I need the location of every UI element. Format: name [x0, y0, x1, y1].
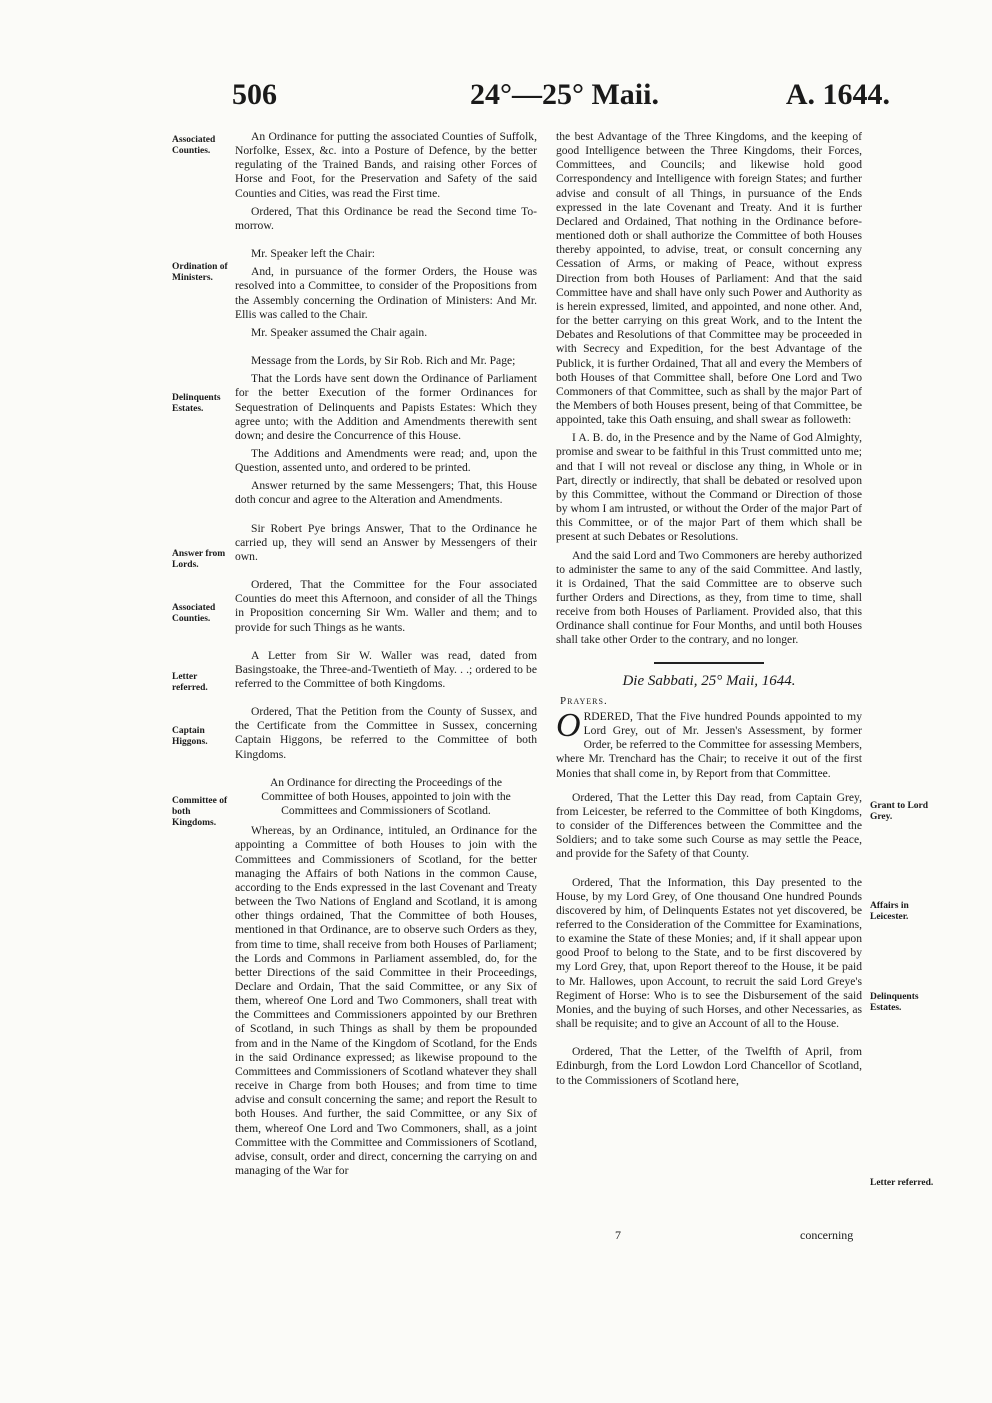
catchword: concerning [800, 1228, 854, 1242]
margin-note: Letter referred. [870, 1178, 934, 1188]
paragraph [556, 706, 862, 781]
right-column [556, 130, 862, 1092]
prayers-heading: Prayers. [560, 694, 608, 707]
paragraph: Ordered, That the Petition from the County of Sussex, and the Certificate from the Committee in Sussex, concerning Captain Higgons, be referred to the Committee of both Kingdoms. [235, 705, 537, 761]
paragraph: And, in pursuance of the former Orders, the House was resolved into a Committee, to consider of the Propositions from the Assembly concerning the Ordination of Ministers: And Mr. Ellis was called to the Chair. [235, 265, 537, 321]
day-heading: Die Sabbati, 25° Maii, 1644. [622, 672, 796, 689]
margin-note: Affairs in Leicester. [870, 901, 909, 922]
paragraph: An Ordinance for putting the associated Counties of Suffolk, Norfolke, Essex, &c. into a Posture of Defence, by the better regulating of the Trained Bands, and raising other Forces of Horse and Foot, for the Preservation and Safety of the said Counties and Cities, was read the First time. [235, 130, 537, 200]
paragraph: the best Advantage of the Three Kingdoms, and the keeping of good Intelligence between the Three Kingdoms, their Forces, Committees, and Councils; and likewise hold good Correspondency and Intelligence with foreign States; and further advise and consult of all Things, in pursuance of the Ends expressed in the late Covenant and Treaty. And it is further Declared and Ordained, That nothing in the Ordinance before-mentioned doth or shall authorize the Committee of both Houses thereby appointed, to advise, treat, or consult concerning any Cessation of Arms, or making of Peace, without express Direction from both Houses of Parliament: And that the said Committee have and shall have only such Power and Authority as is herein expressed, limited, and appointed, and none other. And, for the better carrying on this great Work, and to the Intent the Debates and Resolutions of that Committee may be proceeded in with Secrecy and Expedition, for the best Advantage of the Publick, it is further Ordained, That all and every the Members of both Houses of that Committee shall, before One Lord and Two Commoners of that Committee, such as shall by the major Part of the Members of both Houses present, being of that Committee, be appointed, take this Oath ensuing, and shall swear as followeth: [556, 130, 862, 427]
left-column [235, 130, 537, 1182]
paragraph: Ordered, That the Committee for the Four associated Counties do meet this Afternoon, and consider of all the Things in Proposition concerning Sir Wm. Waller and them; and to provide for such Things as he wants. [235, 578, 537, 634]
margin-note: Answer from Lords. [172, 549, 226, 570]
paragraph: Mr. Speaker left the Chair: [251, 247, 375, 261]
paragraph: Whereas, by an Ordinance, intituled, an Ordinance for the appointing a Committee of both Houses to join with the Committees and Commissioners of Scotland, for the better managing the Affairs of both Nations in the common Cause, according to the Ends expressed in the last Covenant and Treaty between the Two Nations of England and Scotland, it is among other things ordained, That the Committee of both Houses, mentioned in that Ordinance, are to observe such Orders as they, from time to time, shall receive from both Houses of Parliament; the Lords and Commons in Parliament assembled, do, for the better Directions of the said Committee in their Proceedings, Declare and Ordain, That the said Committee, or any Six of them, whereof One Lord and Two Commoners, shall treat with the Committees and Commissioners appointed by our Brethren of Scotland, in such Things as shall by them be propounded from and in the Name of the Kingdom of Scotland, for the Ends in the said Ordinance expressed; as likewise propound to the Committees and Commissioners of Scotland whatever they shall receive in Charge from both Houses; and from time to time advise and consult concerning the same; and report the Result to both Houses. And further, the said Committee, or any Six of them, whereof One Lord and Two Commoners, shall, as a joint Committee with the Committee and Commissioners of Scotland, advise, consult, order and direct, concerning the carrying on and managing of the War for [235, 824, 537, 1177]
header-year: A. 1644. [785, 78, 890, 111]
paragraph-text: RDERED, That the Five hundred Pounds appointed to my Lord Grey, out of Mr. Jessen's Assessment, by former Order, be referred to the Committee for assessing Members, where Mr. Trenchard has the Chair; to receive it out of the first Monies that shall come in, by Report from that Committee. [556, 709, 862, 780]
margin-note: Ordination of Ministers. [172, 262, 228, 283]
margin-note: Committee of both Kingdoms. [172, 796, 228, 828]
oath-paragraph: I A. B. do, in the Presence and by the Name of God Almighty, promise and swear to be faithful in this Trust committed unto me; and that I will not reveal or disclose any thing, in Whole or in Part, directly or indirectly, that shall be debated or resolved upon by this Committee, without the Command or Direction of those by whom I am intrusted, or without the Order of the major Part of this Committee, or of the major Part of them which shall be present at such Debates or Resolutions. [556, 431, 862, 544]
margin-note: Delinquents Estates. [172, 393, 221, 414]
paragraph: Ordered, That this Ordinance be read the Second time To-morrow. [235, 204, 537, 232]
paragraph: Mr. Speaker assumed the Chair again. [251, 325, 428, 339]
section-rule [654, 662, 764, 664]
margin-note: Letter referred. [172, 672, 208, 693]
paragraph: And the said Lord and Two Commoners are hereby authorized to administer the same to any of the said Committee. And lastly, it is Ordained, That the said Committee are to observe such further Orders and Directions, as they, from time to time, shall receive from both Houses of Parliament. Provided also, that this Ordinance shall continue for Four Months, and until both Houses shall take other Order to the contrary, and no longer. [556, 548, 862, 647]
paragraph: The Additions and Amendments were read; and, upon the Question, assented unto, and ordered to be printed. [235, 446, 537, 475]
margin-note: Delinquents Estates. [870, 992, 919, 1013]
margin-note: Captain Higgons. [172, 726, 208, 747]
paragraph: That the Lords have sent down the Ordinance of Parliament for the better Execution of the former Ordinances for Sequestration of Delinquents and Papists Estates: Which they agree unto; with the Addition and Amendments therewith sent down; and desire the Concurrence of this House. [235, 372, 537, 442]
margin-note: Associated Counties. [172, 603, 216, 624]
page-number: 506 [232, 78, 277, 111]
signature-mark: 7 [615, 1228, 621, 1242]
drop-cap: O [556, 706, 581, 744]
margin-note: Associated Counties. [172, 135, 216, 156]
paragraph: Answer returned by the same Messengers; That, this House doth concur and agree to the Alteration and Amendments. [235, 479, 537, 507]
header-date: 24°—25° Maii. [470, 78, 659, 111]
paragraph: Ordered, That the Letter, of the Twelfth of April, from Edinburgh, from the Lord Lowdon Lord Chancellor of Scotland, to the Commissioners of Scotland here, [556, 1045, 862, 1087]
paragraph: A Letter from Sir W. Waller was read, dated from Basingstoake, the Three-and-Twentieth of May. . .; ordered to be referred to the Committee of both Kingdoms. [235, 648, 537, 690]
paragraph: Sir Robert Pye brings Answer, That to the Ordinance he carried up, they will send an Answer by Messengers of their own. [235, 521, 537, 563]
paragraph: Message from the Lords, by Sir Rob. Rich and Mr. Page; [251, 354, 516, 368]
paragraph: Ordered, That the Information, this Day presented to the House, by my Lord Grey, of One thousand One hundred Pounds discovered by him, of Delinquents Estates not yet discovered, be referred to the Consideration of the Committee for Examinations, to examine the State of these Monies; and, if it shall appear upon good Proof to belong to the State, and to be first discovered by my Lord Grey, that, upon Report thereof to the House, it be paid to Mr. Hallowes, upon Account, to recruit the said Lord Greye's Regiment of Horse: Who is to see the Disbursement of the said Monies, and the buying of such Horses, and other Necessaries, as shall be requisite; and to give an Account of all to the House. [556, 875, 862, 1031]
paragraph: Ordered, That the Letter this Day read, from Captain Grey, from Leicester, be referred to the Committee of both Kingdoms, to consider of the Differences between the Committee and the Soldiers; and to take some such Course as may settle the Peace, and provide for the Safety of that County. [556, 790, 862, 861]
page-header [170, 78, 890, 118]
margin-note: Grant to Lord Grey. [870, 801, 929, 822]
ordinance-title: An Ordinance for directing the Proceedings of the Committee of both Houses, appointed to join with the Committees and Commissioners of Scotland. [261, 775, 511, 818]
